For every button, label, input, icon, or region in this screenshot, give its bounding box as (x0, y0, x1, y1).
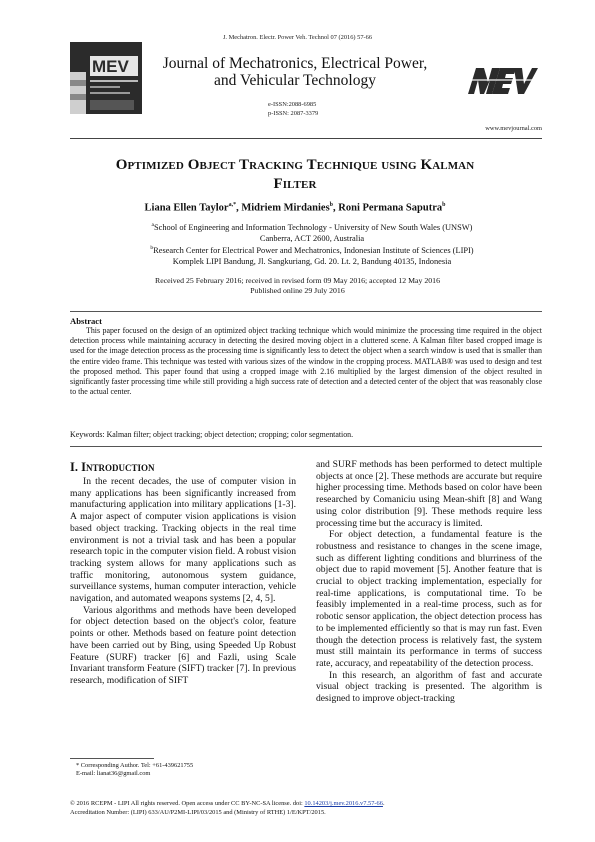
accreditation-text: Accreditation Number: (LIPI) 633/AU/P2MI-LIPI/03/2015 and (Ministry of RTHE) 1/E/KPT/2015. (70, 808, 326, 816)
issn-block (268, 101, 368, 118)
journal-title-line1: Journal of Mechatronics, Electrical Power, (162, 55, 428, 72)
paragraph: Various algorithms and methods have been developed for object detection based on the object's color, feature points or other. Methods based on feature point detection have been carried out by Bing, using Speeded Up Robust Feature (SURF) tracker [6] and Fazli, using Scale Invariant transform Feature (SIFT) tracker [7]. In previous research, modification of SIFT (70, 604, 296, 686)
author-sup: b (442, 202, 446, 208)
author-email: E-mail: lianat36@gmail.com (76, 770, 151, 778)
author-separator: , (236, 202, 242, 214)
paper-title-line1: Optimized Object Tracking Technique using Kalman (115, 157, 475, 173)
author-sup: b (329, 202, 334, 208)
abstract-text: This paper focused on the design of an optimized object tracking technique which would minimize the processing time required in the object detection process while maintaining accuracy in detecting the desired moving object in a cluttered scene. A Kalman filter based cropped image is used for the image detection process as the processing time is significantly less to detect the object when a search window is used that is smaller than the entire video frame. This technique was tested with various sizes of the window in the cropping process. MATLAB® was used to design and test the proposed method. This paper found that using a cropped image with 2.16 multiplied by the largest dimension of the object resulted in significantly faster processing time while still providing a high success rate of detection and a detected center of the object that was reasonably close to the actual center. (70, 326, 542, 397)
left-column (70, 476, 296, 687)
author-name: Roni Permana Saputra (338, 202, 443, 214)
journal-title (150, 55, 440, 89)
affiliation-line: Research Center for Electrical Power and Mechatronics, Indonesian Institute of Sciences (LIPI) (153, 245, 474, 255)
paragraph: In the recent decades, the use of computer vision in many applications has been significantly increased from manufacturing application into military applications [1-3]. A major aspect of computer vision applications is vision based object tracking. Tracking objects in the real time environment is not a trivial task and has been a popular research topic in the computer vision field. A robust vision tracking system allows for many applications such as traffic monitoring, autonomous system guidance, surveillance systems, human computer interaction, vehicle navigation, and automated weapons systems [2, 4, 5]. (70, 476, 296, 605)
published-date: Published online 29 July 2016 (250, 286, 345, 295)
author-name: Liana Ellen Taylor (144, 202, 229, 214)
corresponding-author: * Corresponding Author. Tel: +61-439621755 (76, 762, 194, 769)
affiliation-b (112, 243, 512, 267)
affiliation-line: School of Engineering and Information Technology - University of New South Wales (UNSW) (153, 222, 473, 232)
journal-website[interactable]: www.mevjournal.com (485, 125, 542, 132)
author-name: Midriem Mirdanies (241, 202, 330, 214)
header-divider (70, 138, 542, 139)
footnote-divider (70, 758, 154, 759)
doi-link[interactable]: 10.14203/j.mev.2016.v7.57-66 (304, 800, 383, 807)
footnote (76, 762, 296, 779)
license-text: © 2016 RCEPM - LIPI All rights reserved. Open access under CC BY-NC-SA license. doi: (70, 800, 305, 807)
author-separator: , (333, 202, 339, 214)
author-list (80, 202, 510, 214)
cover-logo-text: MEV (92, 57, 129, 76)
received-dates: Received 25 February 2016; received in revised form 09 May 2016; accepted 12 May 2016 (155, 276, 440, 285)
paragraph: and SURF methods has been performed to detect multiple objects at once [2]. These methods are accurate but require higher processing time. Methods based on color have been researched by Comaniciu using Mean-shift [8] and Wang using color distribution [9]. These methods require less processing time but the accuracy is limited. (316, 459, 542, 529)
section-heading: I. Introduction (70, 460, 155, 474)
journal-citation: J. Mechatron. Electr. Power Veh. Technol 07 (2016) 57-66 (222, 34, 373, 41)
abstract-heading: Abstract (70, 316, 102, 326)
paper-title-line2: Filter (273, 176, 317, 192)
affiliation-sup: a (151, 222, 154, 228)
paragraph: For object detection, a fundamental feature is the robustness and resistance to changes in the scene image, such as different lighting conditions and blurriness of the object due to rapid movement [5]. Another feature that is crucial to object tracking implementation, especially for real-time applications, is computational time. To be feasibly implemented in a real-time process, such as for robotic sensor application, the object detection process has to be implemented efficiently so that is may run fast. Even though the detection process is relatively fast, the system must still maintain its performance in terms of success rate, accuracy, and repeatability of the detection process. (316, 529, 542, 669)
paper-title (90, 156, 500, 194)
journal-title-line2: and Vehicular Technology (214, 72, 376, 89)
author-sup: a,* (228, 202, 237, 208)
affiliation-line: Canberra, ACT 2600, Australia (259, 233, 365, 243)
affiliation-sup: b (150, 245, 154, 251)
license-punct: . (382, 800, 385, 807)
affiliation-a (112, 220, 512, 244)
journal-cover-logo (70, 42, 142, 114)
pissn: p-ISSN: 2087-3379 (268, 109, 319, 117)
right-column (316, 459, 542, 705)
license-footer (70, 800, 550, 818)
mev-logo (466, 64, 538, 98)
affiliation-line: Komplek LIPI Bandung, Jl. Sangkuriang, Gd. 20. Lt. 2, Bandung 40135, Indonesia (172, 256, 452, 266)
paper-dates (110, 276, 485, 296)
eissn: e-ISSN:2088-6985 (268, 101, 317, 108)
keywords: Keywords: Kalman filter; object tracking; object detection; cropping; color segmentation. (70, 430, 354, 439)
paragraph: In this research, an algorithm of fast and accurate visual object tracking is presented. The algorithm is designed to improve object-tracking (316, 669, 542, 705)
